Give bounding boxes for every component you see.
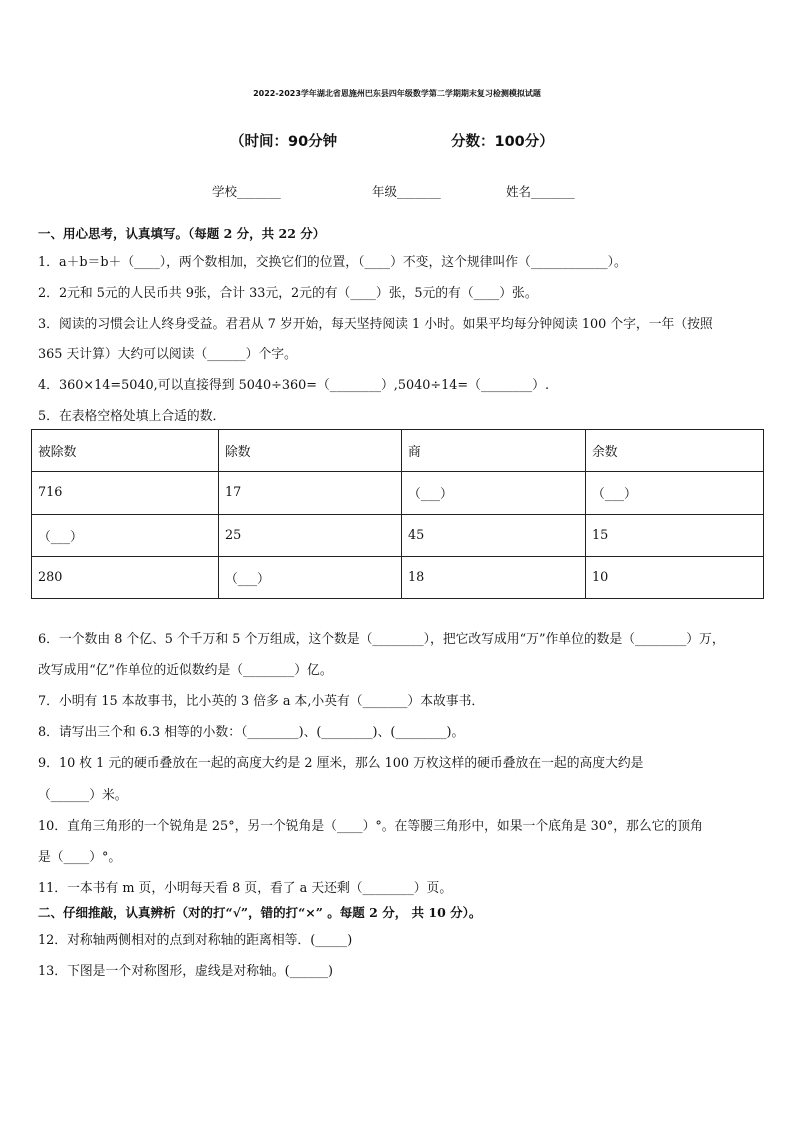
question-12: 12．对称轴两侧相对的点到对称轴的距离相等．(_____) [38, 933, 353, 948]
question-6-line2: 改写成用“亿”作单位的近似数约是（________）亿。 [38, 663, 333, 678]
division-table [31, 429, 764, 599]
table-cell: （___） [586, 472, 764, 514]
question-7: 7．小明有 15 本故事书，比小英的 3 倍多 a 本,小英有（_______）本故事书． [38, 694, 485, 709]
table-cell: 10 [586, 556, 764, 598]
section2-heading: 二、仔细推敲，认真辨析（对的打“√”，错的打“×” 。每题 2 分， 共 10 分）。 [38, 905, 482, 920]
section1-heading: 一、用心思考，认真填写。（每题 2 分，共 22 分） [38, 226, 326, 241]
table-cell: 25 [219, 514, 402, 556]
table-row [32, 514, 764, 556]
exam-time: （时间：90分钟 [230, 134, 338, 150]
question-10-line2: 是（____）°。 [38, 850, 122, 865]
question-3-line1: 3．阅读的习惯会让人终身受益。君君从 7 岁开始，每天坚持阅读 1 小时。如果平均每分钟阅读 100 个字，一年（按照 [38, 317, 713, 332]
name-field: 姓名_______ [506, 184, 575, 199]
table-cell: 15 [586, 514, 764, 556]
table-header-cell: 余数 [586, 430, 764, 472]
table-cell: 716 [32, 472, 219, 514]
question-9-line2: （______）米。 [38, 788, 128, 803]
table-row [32, 472, 764, 514]
table-cell: （___） [32, 514, 219, 556]
exam-title: 2022-2023学年湖北省恩施州巴东县四年级数学第二学期期末复习检测模拟试题 [253, 89, 541, 98]
question-6-line1: 6．一个数由 8 个亿、5 个千万和 5 个万组成，这个数是（________），把它改写成用“万”作单位的数是（________）万， [38, 632, 725, 647]
table-row [32, 556, 764, 598]
table-header-row [32, 430, 764, 472]
question-10-line1: 10．直角三角形的一个锐角是 25°，另一个锐角是（____）°。在等腰三角形中，如果一个底角是 30°，那么它的顶角 [38, 819, 703, 834]
table-cell: 17 [219, 472, 402, 514]
table-header-cell: 除数 [219, 430, 402, 472]
question-13: 13．下图是一个对称图形，虚线是对称轴。(______) [38, 964, 334, 979]
exam-score: 分数：100分） [451, 134, 554, 150]
school-field: 学校_______ [212, 184, 281, 199]
table-cell: 18 [402, 556, 586, 598]
question-9-line1: 9．10 枚 1 元的硬币叠放在一起的高度大约是 2 厘米，那么 100 万枚这样的硬币叠放在一起的高度大约是 [38, 756, 644, 771]
grade-field: 年级_______ [372, 184, 441, 199]
table-header-cell: 被除数 [32, 430, 219, 472]
question-5: 5．在表格空格处填上合适的数． [38, 409, 226, 424]
table-cell: 280 [32, 556, 219, 598]
question-3-line2: 365 天计算）大约可以阅读（______）个字。 [38, 347, 297, 362]
question-4: 4．360×14=5040,可以直接得到 5040÷360=（________）,5040÷14=（________）. [38, 378, 550, 393]
question-2: 2．2元和 5元的人民币共 9张，合计 33元，2元的有（____）张，5元的有（____）张。 [38, 286, 538, 301]
table-cell: （___） [402, 472, 586, 514]
table-cell: 45 [402, 514, 586, 556]
table-cell: （___） [219, 556, 402, 598]
question-1: 1．a＋b＝b＋（____），两个数相加，交换它们的位置，（____）不变，这个规律叫作（____________）。 [38, 255, 627, 270]
table-header-cell: 商 [402, 430, 586, 472]
question-11: 11．一本书有 m 页，小明每天看 8 页，看了 a 天还剩（________）页。 [38, 881, 453, 896]
question-8: 8．请写出三个和 6.3 相等的小数：（________)、(________)、(________)。 [38, 725, 465, 740]
